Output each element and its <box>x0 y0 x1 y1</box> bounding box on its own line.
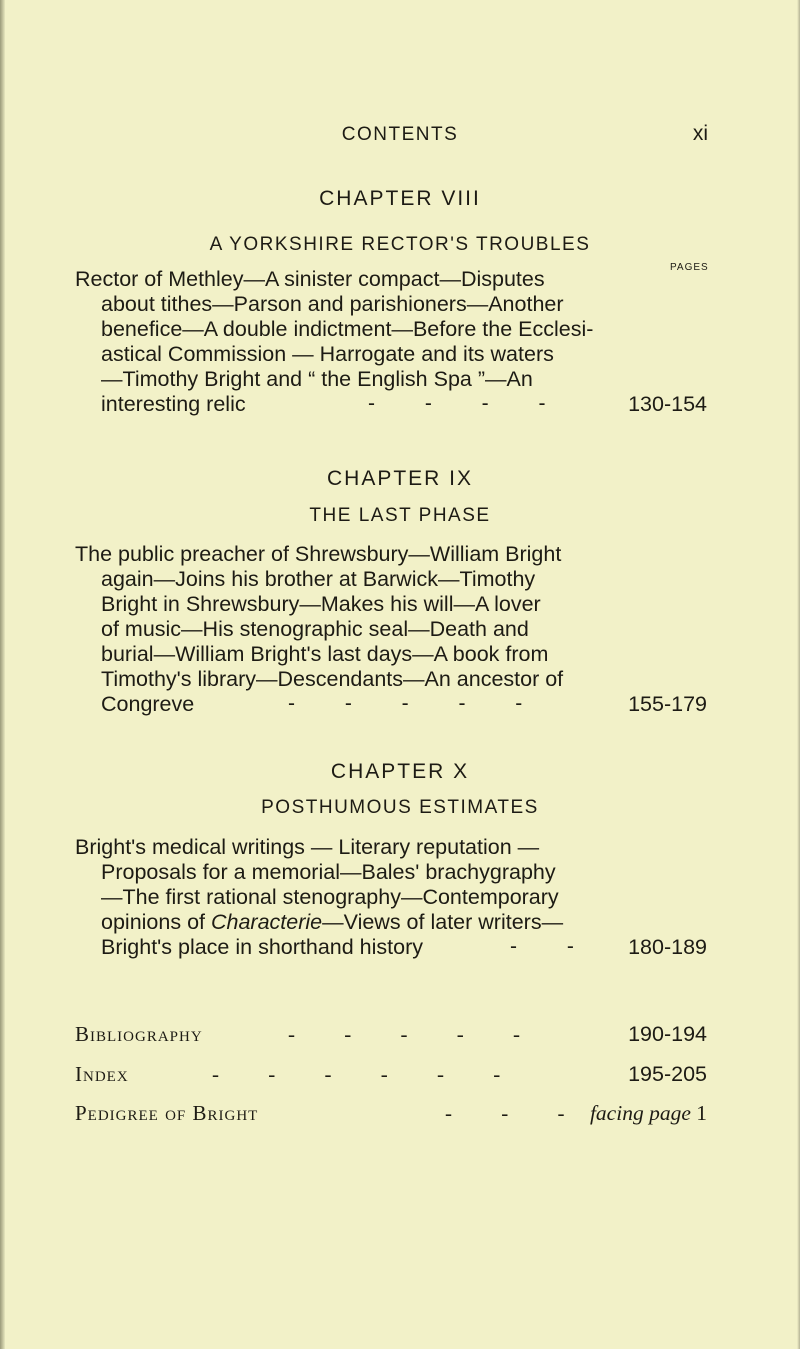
page-range: 190-194 <box>628 1022 707 1046</box>
running-head-title: CONTENTS <box>341 124 459 145</box>
summary-line: interesting relic <box>101 392 246 416</box>
summary-line: Bright in Shrewsbury—Makes his will—A lover <box>101 592 541 616</box>
facing-page-label: facing page <box>589 1101 691 1125</box>
dot-leaders: - - - - <box>368 392 568 415</box>
pages-column-label: PAGES <box>670 262 709 273</box>
dot-leaders: - - - - - <box>288 1022 542 1046</box>
summary-line: Timothy's library—Descendants—An ancestor of <box>101 667 564 691</box>
dot-leaders: - - <box>510 935 596 958</box>
summary-line: The public preacher of Shrewsbury—William Bright <box>75 542 562 566</box>
summary-line <box>101 910 563 934</box>
dot-leaders: - - - - - - <box>212 1062 523 1086</box>
back-matter-label: Index <box>75 1062 129 1086</box>
page-number: xi <box>692 122 708 145</box>
chapter-9-title: THE LAST PHASE <box>309 505 491 526</box>
summary-line: Congreve <box>101 692 195 716</box>
dot-leaders: - - - <box>445 1101 587 1125</box>
summary-line: —Timothy Bright and “ the English Spa ”—An <box>101 367 533 391</box>
page-range: 180-189 <box>628 935 707 959</box>
dot-leaders: - - - - - <box>288 692 545 715</box>
work-title-italic: Characterie <box>210 910 323 934</box>
chapter-10-title: POSTHUMOUS ESTIMATES <box>261 797 539 818</box>
back-matter-label: Bibliography <box>75 1022 203 1046</box>
summary-line: Proposals for a memorial—Bales' brachygraphy <box>101 860 556 884</box>
running-head <box>0 124 800 148</box>
page-range: 155-179 <box>628 692 707 716</box>
summary-line: Bright's medical writings — Literary reputation — <box>75 835 540 859</box>
summary-line: again—Joins his brother at Barwick—Timothy <box>101 567 536 591</box>
chapter-9-number: CHAPTER IX <box>326 467 474 490</box>
chapter-10-number: CHAPTER X <box>330 760 470 783</box>
chapter-8-title: A YORKSHIRE RECTOR'S TROUBLES <box>209 234 591 255</box>
page-range: 130-154 <box>628 392 707 416</box>
summary-text: opinions of <box>101 910 205 934</box>
summary-text: —Views of later writers— <box>322 910 564 934</box>
page-number-value: 1 <box>696 1101 707 1125</box>
summary-line: Bright's place in shorthand history <box>101 935 423 959</box>
summary-line: Rector of Methley—A sinister compact—Disputes <box>75 267 545 291</box>
page-range <box>590 1101 707 1126</box>
summary-line: burial—William Bright's last days—A book from <box>101 642 549 666</box>
summary-line: astical Commission — Harrogate and its waters <box>101 342 554 366</box>
summary-line: benefice—A double indictment—Before the Ecclesi- <box>101 317 594 341</box>
chapter-8-number: CHAPTER VIII <box>319 187 481 210</box>
back-matter-label: Pedigree of Bright <box>75 1101 259 1125</box>
summary-line: about tithes—Parson and parishioners—Another <box>101 292 564 316</box>
page-range: 195-205 <box>628 1062 707 1086</box>
summary-line: of music—His stenographic seal—Death and <box>101 617 529 641</box>
summary-line: —The first rational stenography—Contemporary <box>101 885 559 909</box>
